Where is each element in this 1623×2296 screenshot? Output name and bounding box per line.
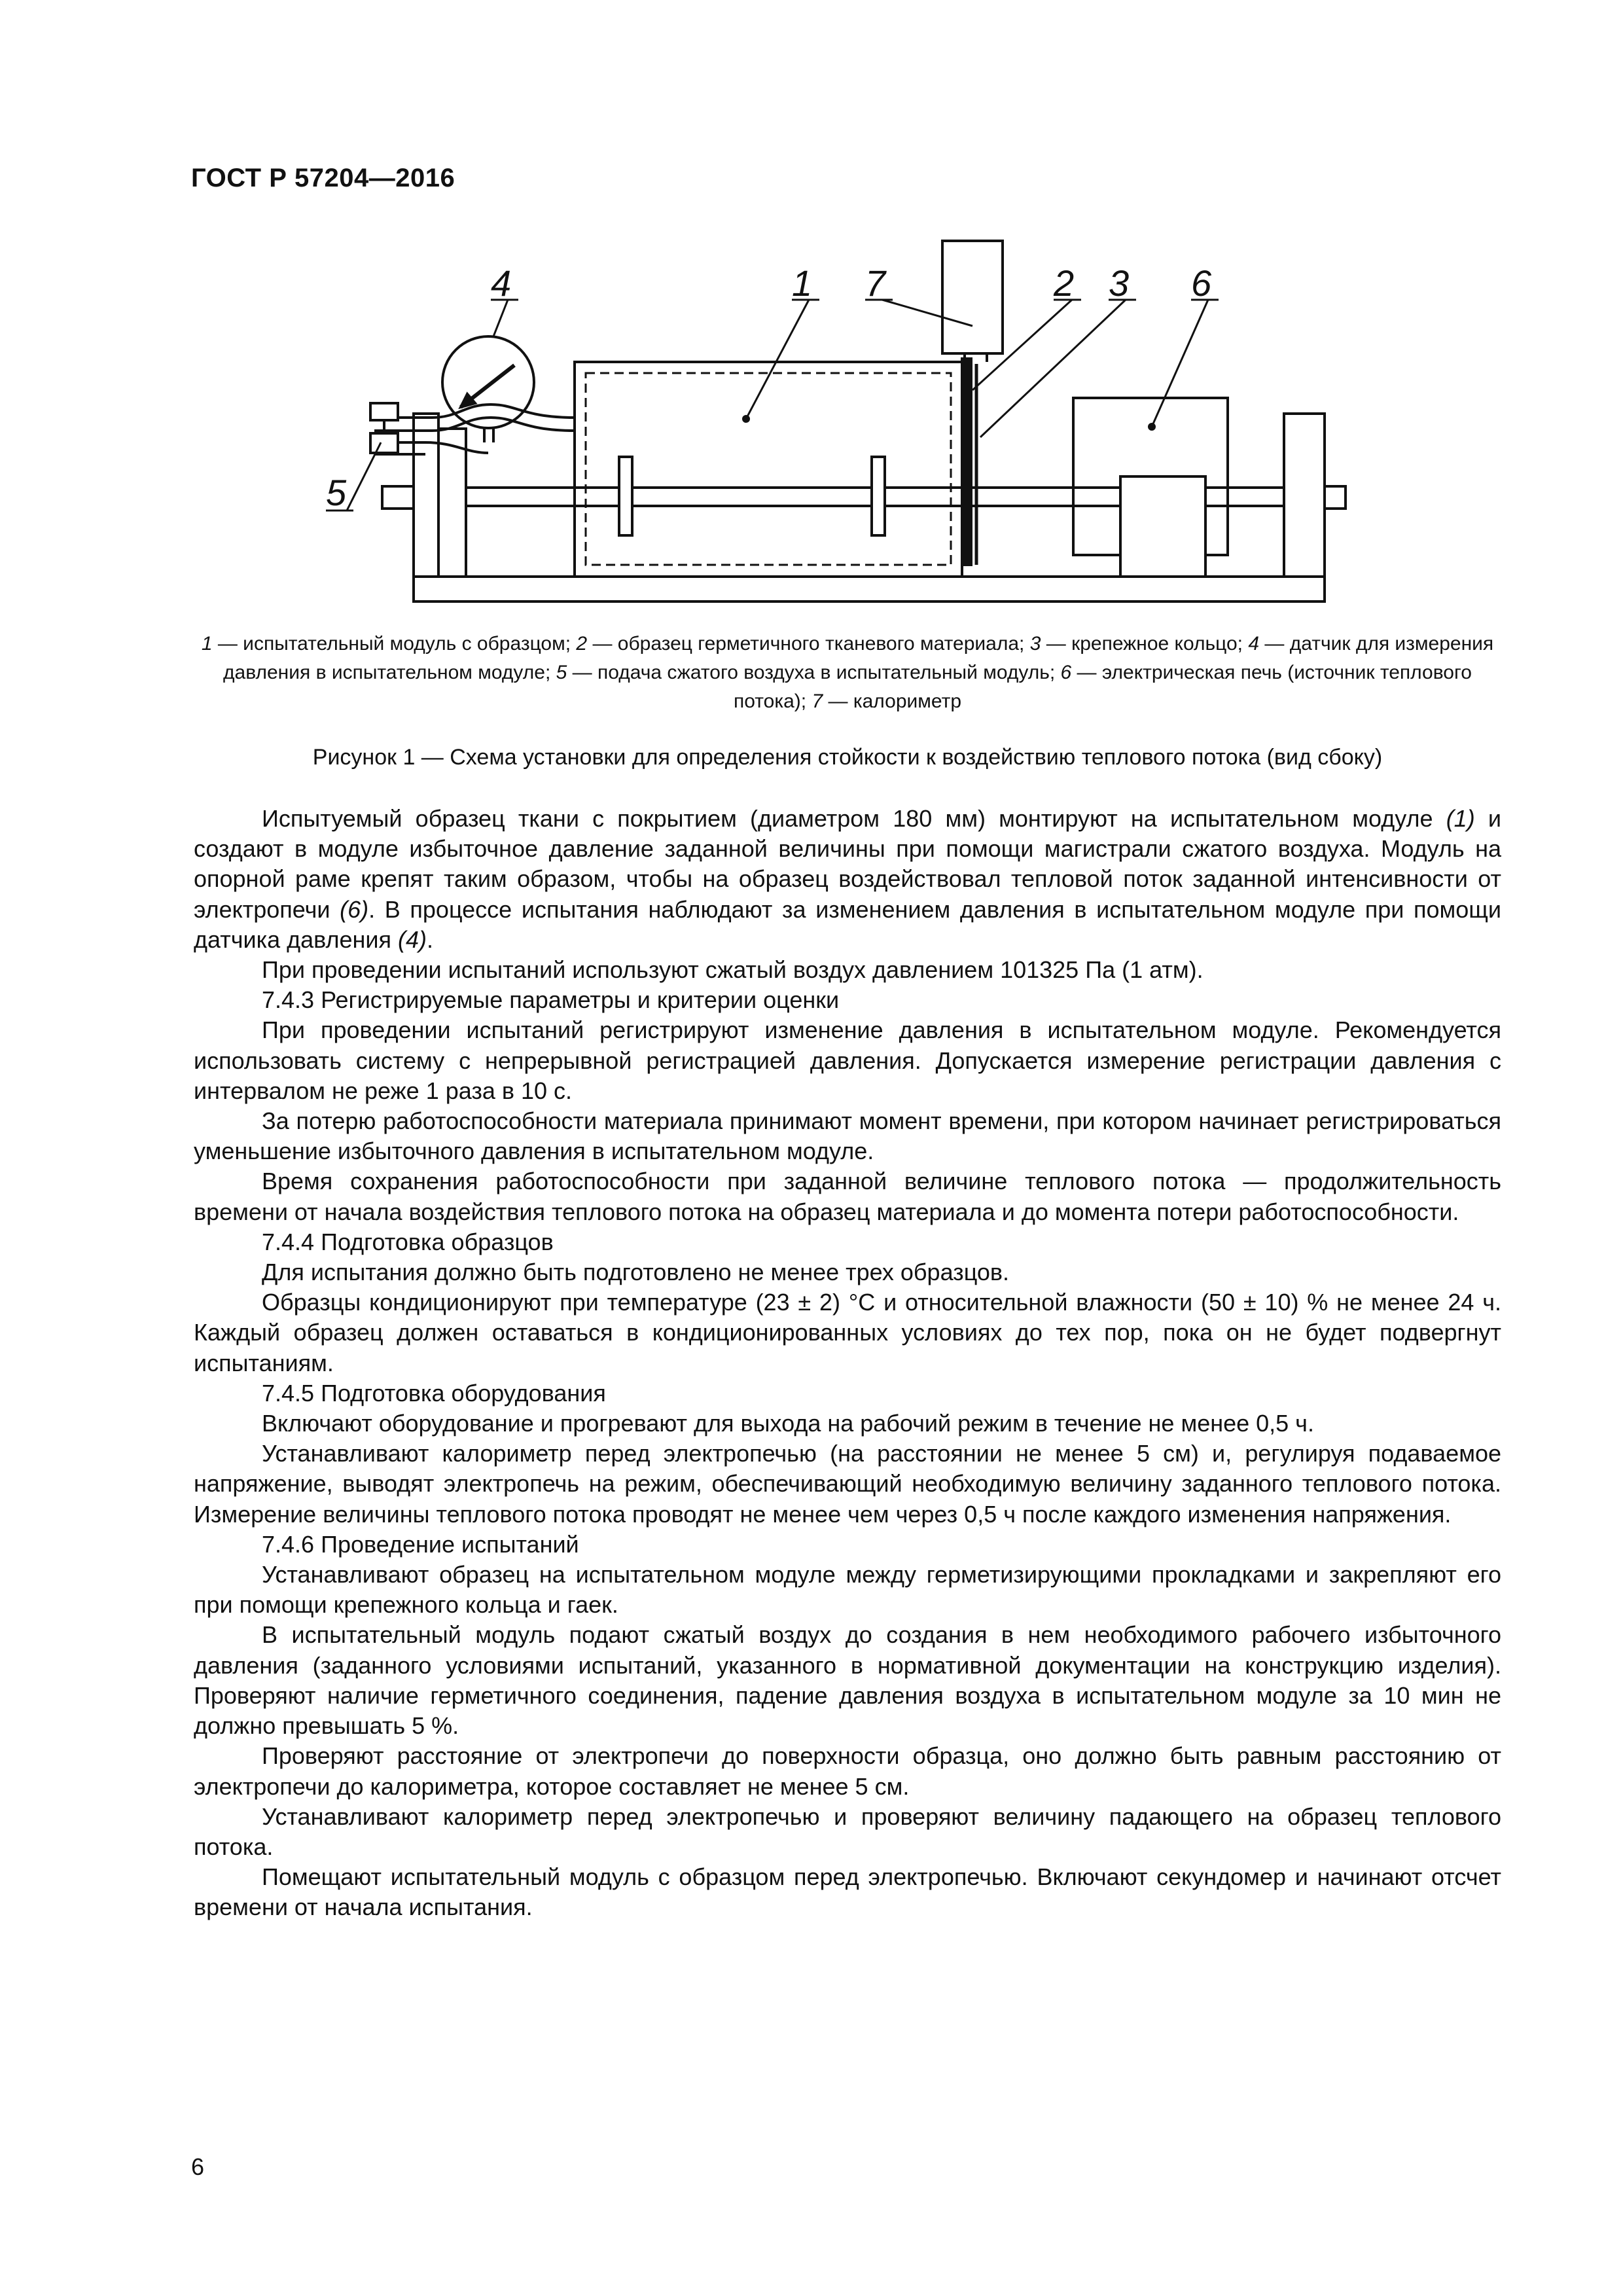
paragraph: Испытуемый образец ткани с покрытием (диаметром 180 мм) монтируют на испытательном модуле (1) и создают в модуле избыточное давление заданной величины при помощи магистрали сжатого воздуха. Модуль на опорной раме крепят таким образом, чтобы на образец воздействовал тепловой поток заданной интенсивности от электропечи (6). В процессе испытания наблюдают за изменением давления в испытательном модуле при помощи датчика давления (4).: [194, 805, 1502, 953]
section-heading-7-4-6: 7.4.6 Проведение испытаний: [262, 1530, 579, 1558]
document-header: ГОСТ Р 57204—2016: [191, 164, 455, 192]
base-plate: [414, 577, 1325, 601]
section-heading-7-4-5: 7.4.5 Подготовка оборудования: [262, 1379, 606, 1407]
left-end-knob: [382, 486, 414, 509]
callout-2: 2: [1054, 262, 1075, 304]
paragraph: В испытательный модуль подают сжатый воздух до создания в нем необходимого рабочего избыточного давления (заданного условиями испытаний, указанного в нормативной документации на конструкцию изделия). Проверяют наличие герметичного соединения, падение давления воздуха в испытательном модуле за 10 мин не должно превышать 5 %.: [194, 1621, 1501, 1740]
legend-item-2: 2 — образец герметичного тканевого материала;: [576, 633, 1030, 655]
air-valve-top: [370, 403, 398, 420]
legend-item-6: 6 — электрическая печь (источник теплового потока);: [733, 662, 1472, 712]
section-heading-7-4-3: 7.4.3 Регистрируемые параметры и критерии оценки: [262, 986, 840, 1014]
callout-5: 5: [326, 472, 347, 513]
legend-item-7: 7 — калориметр: [812, 691, 962, 712]
right-support: [1284, 414, 1325, 577]
right-end-knob: [1325, 486, 1346, 509]
legend-item-1: 1 — испытательный модуль с образцом;: [201, 633, 577, 655]
callout-7: 7: [865, 262, 886, 304]
left-support-inner: [438, 429, 466, 577]
apparatus-diagram: [294, 223, 1407, 615]
paragraph: Устанавливают калориметр перед электропечью (на расстоянии не менее 5 см) и, регулируя подаваемое напряжение, выводят электропечь на режим, обеспечивающий необходимую величину заданного теплового потока. Измерение величины теплового потока проводят не менее чем через 0,5 ч после каждого изменения напряжения.: [194, 1440, 1501, 1528]
callout-1: 1: [792, 262, 813, 304]
section-heading-7-4-4: 7.4.4 Подготовка образцов: [262, 1228, 554, 1255]
left-support: [414, 414, 438, 577]
flange-right: [872, 457, 885, 535]
callout-4: 4: [491, 262, 512, 304]
figure-caption: Рисунок 1 — Схема установки для определения стойкости к воздействию теплового потока (вид сбоку): [312, 745, 1383, 770]
callout-6: 6: [1191, 262, 1212, 304]
air-valve-bottom: [370, 433, 398, 453]
paragraph: Устанавливают калориметр перед электропечью и проверяют величину падающего на образец теплового потока.: [194, 1803, 1501, 1860]
page-number: 6: [191, 2153, 205, 2180]
paragraph: Проверяют расстояние от электропечи до поверхности образца, оно должно быть равным расстоянию от электропечи до калориметра, которое составляет не менее 5 см.: [194, 1742, 1501, 1800]
paragraph: Образцы кондиционируют при температуре (23 ± 2) °С и относительной влажности (50 ± 10) % не менее 24 ч. Каждый образец должен оставаться в кондиционированных условиях до тех пор, пока он не будет подвергнут испытаниям.: [194, 1289, 1501, 1376]
test-module-inner: [586, 373, 951, 565]
body-text: [194, 804, 1501, 1923]
paragraph: Включают оборудование и прогревают для выхода на рабочий режим в течение не менее 0,5 ч.: [262, 1410, 1314, 1437]
furnace-block: [1120, 476, 1205, 577]
paragraph: Время сохранения работоспособности при заданной величине теплового потока — продолжительность времени от начала воздействия теплового потока на образец материала и до момента потери работоспособности.: [194, 1168, 1501, 1225]
callout-3: 3: [1109, 262, 1130, 304]
paragraph: Устанавливают образец на испытательном модуле между герметизирующими прокладками и закрепляют его при помощи крепежного кольца и гаек.: [194, 1561, 1501, 1619]
paragraph: Для испытания должно быть подготовлено не менее трех образцов.: [262, 1259, 1010, 1286]
legend-item-5: 5 — подача сжатого воздуха в испытательный модуль;: [556, 662, 1061, 683]
calorimeter: [942, 241, 1003, 353]
figure-legend: [196, 630, 1499, 716]
paragraph: При проведении испытаний регистрируют изменение давления в испытательном модуле. Рекомендуется использовать систему с непрерывной регистрацией давления. Допускается измерение регистрации давления с интервалом не реже 1 раза в 10 с.: [194, 1016, 1501, 1104]
legend-item-3: 3 — крепежное кольцо;: [1029, 633, 1249, 655]
paragraph: За потерю работоспособности материала принимают момент времени, при котором начинает регистрироваться уменьшение избыточного давления в испытательном модуле.: [194, 1107, 1501, 1165]
fabric-sample: [962, 359, 971, 565]
legend-item-4: 4 — датчик для измерения давления в испытательном модуле;: [223, 633, 1494, 683]
flange-left: [619, 457, 632, 535]
paragraph: При проведении испытаний используют сжатый воздух давлением 101325 Па (1 атм).: [262, 956, 1204, 984]
paragraph: Помещают испытательный модуль с образцом перед электропечью. Включают секундомер и начинают отсчет времени от начала испытания.: [194, 1863, 1501, 1921]
